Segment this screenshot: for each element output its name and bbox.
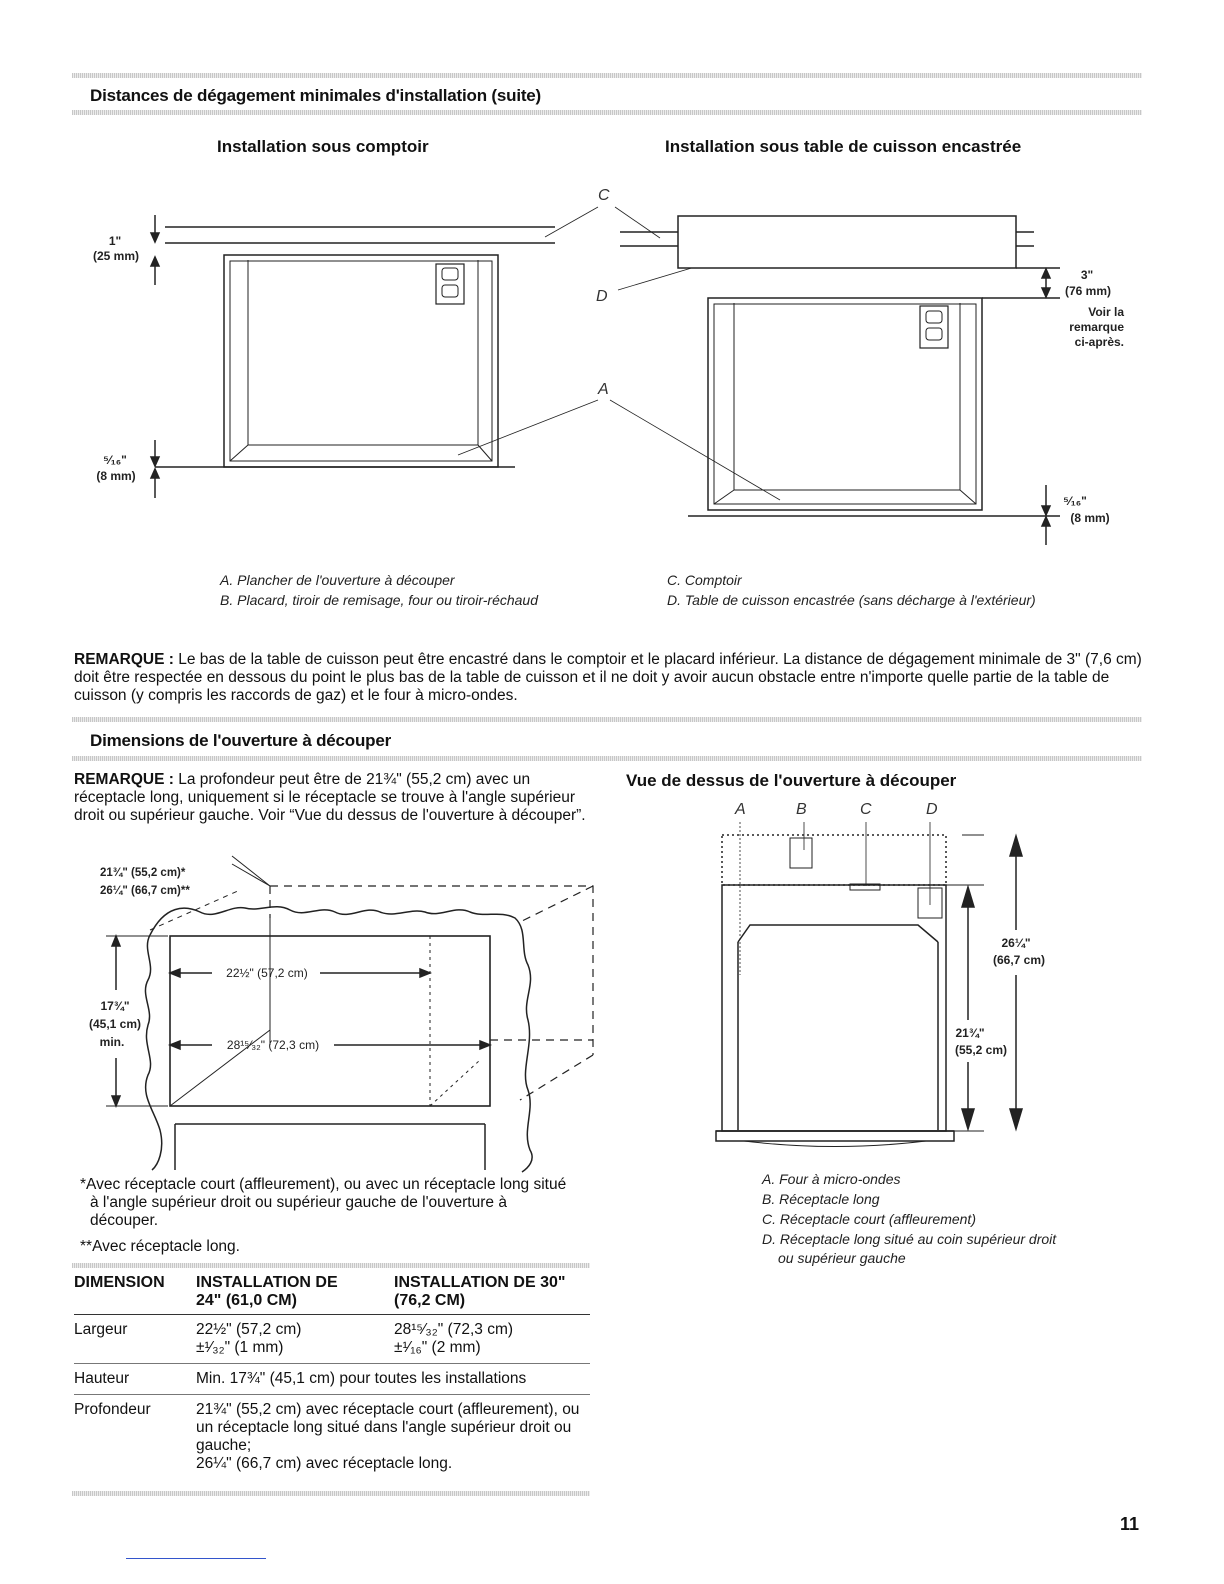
caption-c: C. Comptoir: [667, 572, 742, 588]
footnote-1: *Avec réceptacle court (affleurement), ou avec un réceptacle long situé à l'angle supérieur droit ou supérieur gauche de l'ouverture à découper.: [80, 1176, 567, 1229]
top-view-caption-c: C. Réceptacle court (affleurement): [762, 1211, 976, 1227]
depth2-label: 26¼" (66,7 cm)**: [100, 885, 190, 897]
top-view-label-b: B: [796, 801, 807, 818]
dim-bottom-left-mm: (8 mm): [96, 469, 136, 483]
top-view-dim-outer: 26¼": [1001, 936, 1031, 950]
dim-top-right-mm: (76 mm): [1064, 284, 1111, 298]
page-number: 11: [1120, 1514, 1140, 1534]
table-header-dimension: DIMENSION: [74, 1270, 196, 1315]
table-cell-dim: Hauteur: [74, 1364, 196, 1395]
footnote-2: **Avec réceptacle long.: [80, 1238, 240, 1255]
top-view-label-a: A: [735, 801, 746, 818]
table-cell-span: 21¾" (55,2 cm) avec réceptacle court (affleurement), ou un réceptacle long situé dans l'angle supérieur droit ou gauche; 26¼" (66,7 cm) avec réceptacle long.: [196, 1401, 580, 1472]
label-d: D: [596, 288, 608, 305]
top-view-label-d: D: [926, 801, 938, 818]
depth1-label: 21¾" (55,2 cm)*: [100, 867, 186, 879]
width1-label: 22½" (57,2 cm): [226, 966, 308, 980]
left-subtitle: Installation sous comptoir: [217, 137, 429, 156]
section1-note-text: Le bas de la table de cuisson peut être encastré dans le comptoir et le placard inférieur. La distance de dégagement minimale de 3" (7,6 cm) doit être respectée en dessous du point le plus bas de la table de cuisson et il ne doit y avoir aucun obstacle entre n'importe quelle partie de la table de cuisson (y compris les raccords de gaz) et le four à micro-ondes.: [74, 651, 1142, 704]
section2-note-text: La profondeur peut être de 21¾" (55,2 cm) avec un réceptacle long, uniquement si le réceptacle se trouve à l'angle supérieur droit ou supérieur gauche. Voir “Vue du dessus de l'ouverture à découper”.: [74, 771, 586, 824]
caption-d: D. Table de cuisson encastrée (sans décharge à l'extérieur): [667, 592, 1036, 608]
dim-top-right: 3": [1080, 268, 1094, 282]
footer-link-line: [126, 1558, 266, 1559]
right-subtitle: Installation sous table de cuisson encastrée: [665, 137, 1022, 156]
top-view-caption-d: D. Réceptacle long situé au coin supérieur droit ou supérieur gauche: [762, 1231, 1057, 1266]
caption-b: B. Placard, tiroir de remisage, four ou tiroir-réchaud: [220, 592, 538, 608]
top-view-dim-inner: 21¾": [955, 1026, 985, 1040]
label-c: C: [598, 187, 610, 204]
caption-a: A. Plancher de l'ouverture à découper: [220, 572, 455, 588]
dim-bottom-right: ⁵⁄₁₆": [1063, 494, 1087, 508]
table-cell-dim: Profondeur: [74, 1401, 151, 1418]
table-cell-24: 22½" (57,2 cm) ±¹⁄₃₂" (1 mm): [196, 1315, 394, 1364]
dim-bottom-left: ⁵⁄₁₆": [103, 453, 127, 467]
top-view-caption-b: B. Réceptacle long: [762, 1191, 880, 1207]
table-cell-30: 28¹⁵⁄₃₂" (72,3 cm) ±¹⁄₁₆" (2 mm): [394, 1315, 590, 1364]
section2-title: Dimensions de l'ouverture à découper: [90, 731, 392, 750]
top-view-caption-a: A. Four à micro-ondes: [762, 1171, 901, 1187]
top-view-dim-inner-cm: (55,2 cm): [954, 1043, 1008, 1057]
table-header-24: INSTALLATION DE 24" (61,0 CM): [196, 1270, 394, 1315]
section1-note-label: REMARQUE :: [74, 651, 174, 668]
table-header-30: INSTALLATION DE 30" (76,2 CM): [394, 1270, 590, 1315]
height-label: 17¾": [100, 999, 130, 1013]
label-a: A: [598, 381, 609, 398]
top-view-title: Vue de dessus de l'ouverture à découper: [626, 771, 957, 790]
table-cell-span: Min. 17¾" (45,1 cm) pour toutes les installations: [196, 1364, 590, 1395]
dim-top-left-mm: (25 mm): [92, 249, 139, 263]
top-view-dim-outer-cm: (66,7 cm): [992, 953, 1046, 967]
width2-label: 28¹⁵⁄₃₂" (72,3 cm): [226, 1038, 320, 1052]
dim-top-left: 1": [108, 234, 122, 248]
section2-note-label: REMARQUE :: [74, 771, 174, 788]
section1-title: Distances de dégagement minimales d'installation (suite): [90, 86, 542, 105]
dim-bottom-right-mm: (8 mm): [1070, 511, 1110, 525]
height-cm-label: (45,1 cm): [88, 1017, 142, 1031]
dim-top-right-note: Voir la remarque ci-après.: [1069, 305, 1124, 349]
top-view-label-c: C: [860, 801, 872, 818]
table-cell-dim: Largeur: [74, 1315, 196, 1364]
height-min-label: min.: [99, 1035, 125, 1049]
